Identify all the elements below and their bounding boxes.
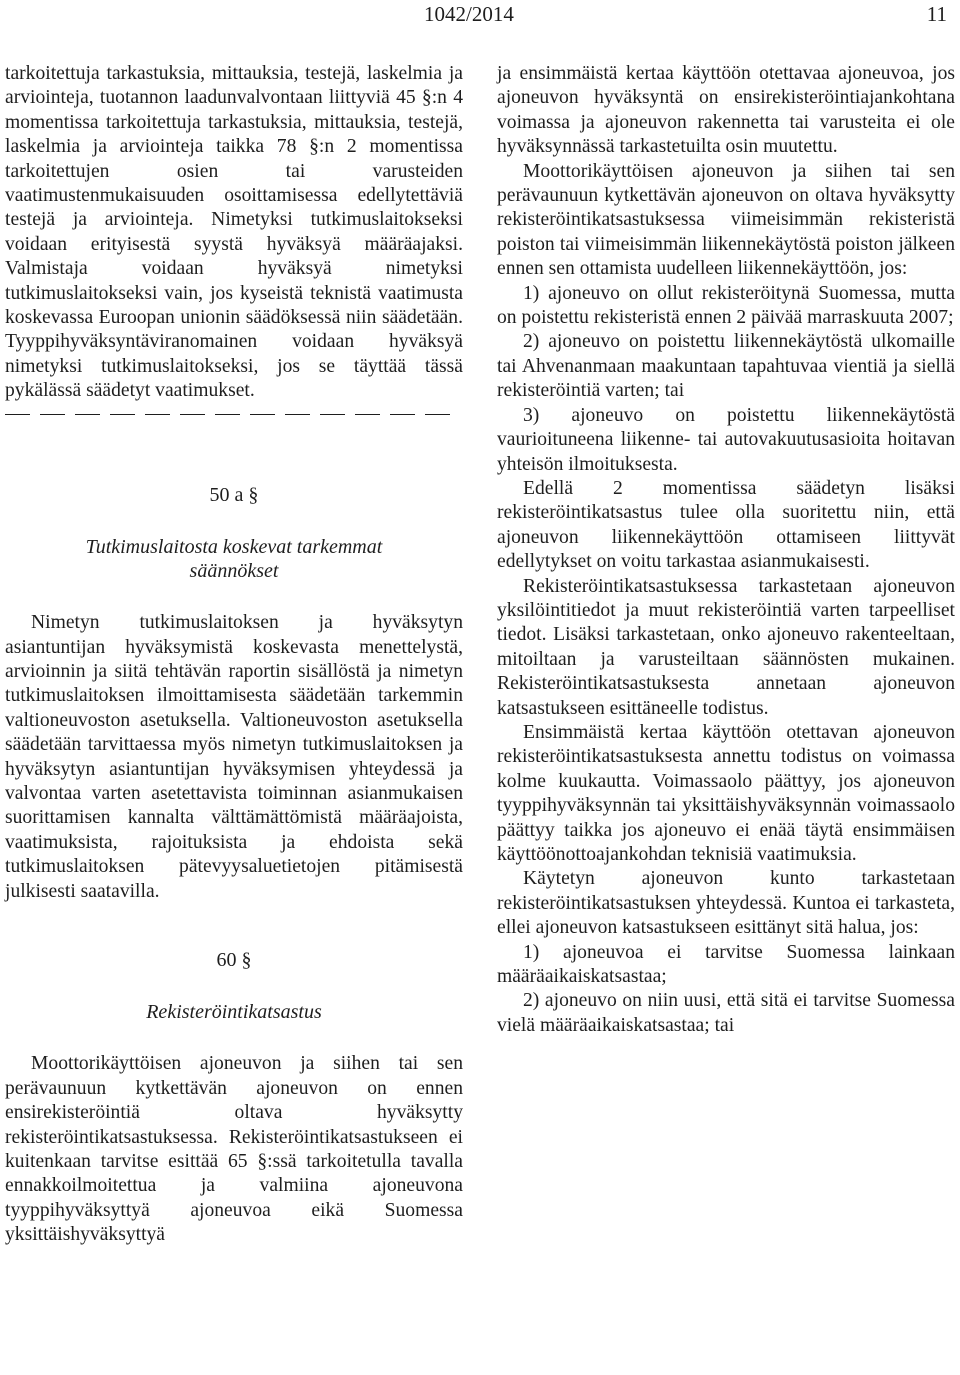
paragraph: tarkoitettuja tarkastuksia, mittauksia, testejä, laskelmia ja arviointeja, tuotannon laadunvalvontaan liittyviä 45 §:n 4 momentissa tarkoitettuja tarkastuksia, mittauksia, testejä, laskelmia ja arviointeja taikka 78 §:n 2 momentissa tarkoitettujen osien tai varusteiden vaatimustenmukaisuuden osoittamisessa edellytettäviä testejä ja arviointeja. Nimetyksi tutkimuslaitokseksi voidaan erityisestä syystä hyväksyä määräajaksi. Valmistaja voidaan hyväksyä nimetyksi tutkimuslaitokseksi vain, jos kyseistä teknistä vaatimusta koskevassa Euroopan unionin säädöksessä niin säädetään. Tyyppihyväksyntäviranomainen voidaan hyväksyä nimetyksi tutkimuslaitokseksi, jos se täyttää tässä pykälässä säädetyt vaatimukset. bbox=[5, 63, 463, 402]
list-item: 2) ajoneuvo on niin uusi, että sitä ei tarvitse Suomessa vielä määräaikaiskatsastaa; tai bbox=[497, 990, 955, 1036]
right-column bbox=[497, 62, 955, 1038]
page-header bbox=[0, 0, 960, 40]
section-number: 50 a § bbox=[209, 483, 259, 506]
section-title: Tutkimuslaitosta koskevat tarkemmat säännökset bbox=[85, 536, 383, 583]
list-item: 1) ajoneuvo on ollut rekisteröitynä Suomessa, mutta on poistettu rekisteristä ennen 2 päivää marraskuuta 2007; bbox=[497, 282, 955, 329]
dashed-separator bbox=[5, 414, 460, 415]
section-number: 60 § bbox=[216, 948, 252, 971]
paragraph: Moottorikäyttöisen ajoneuvon ja siihen tai sen perävaunuun kytkettävän ajoneuvon on oltava hyväksytty rekisteröintikatsastuksessa viimeisimmän rekisteristä poiston tai viimeisimmän liikennekäytöstä poiston jälkeen ennen sen ottamista uudelleen liikennekäyttöön, jos: bbox=[497, 160, 955, 280]
paragraph: Ensimmäistä kertaa käyttöön otettavan ajoneuvon rekisteröintikatsastuksesta annettu todistus on voimassa kolme kuukautta. Voimassaolo päättyy, jos ajoneuvon tyyppihyväksynnän tai yksittäishyväksynnän voimassaolo päättyy taikka jos ajoneuvo ei enää täytä ensimmäisen käyttöönottoajankohdan teknisiä vaatimuksia. bbox=[497, 721, 955, 865]
left-column bbox=[5, 62, 463, 1248]
document-number: 1042/2014 bbox=[424, 2, 514, 26]
paragraph: Rekisteröintikatsastuksessa tarkastetaan ajoneuvon yksilöintitiedot ja muut rekisteröintiä varten tarpeelliset tiedot. Lisäksi tarkastetaan, onko ajoneuvo rakenteeltaan, mitoiltaan ja varusteiltaan säännösten mukainen. Rekisteröintikatsastuksesta annetaan ajoneuvon katsastukseen esittäneelle todistus. bbox=[497, 575, 955, 719]
paragraph: ja ensimmäistä kertaa käyttöön otettavaa ajoneuvoa, jos ajoneuvon hyväksyntä on ensirekisteröintiajankohtana voimassa ja ajoneuvon rakennetta tai varusteita ei ole hyväksynnässä tarkastetuilta osin muutettu. bbox=[497, 63, 955, 158]
section-title: Rekisteröintikatsastus bbox=[146, 1001, 322, 1024]
list-item: 2) ajoneuvo on poistettu liikennekäytöstä ulkomaille tai Ahvenanmaan maakuntaan tapahtuvaa vientiä ja siellä rekisteröintiä varten; tai bbox=[497, 331, 955, 402]
page-number: 11 bbox=[926, 2, 947, 26]
list-item: 3) ajoneuvo on poistettu liikennekäytöstä vaurioituneena liikenne- tai autovakuutusasioita hoitavan yhteisön ilmoituksesta. bbox=[497, 404, 955, 475]
list-item: 1) ajoneuvoa ei tarvitse Suomessa lainkaan määräaikaiskatsastaa; bbox=[497, 941, 955, 988]
paragraph: Edellä 2 momentissa säädetyn lisäksi rekisteröintikatsastus tulee olla suoritettu niin, että ajoneuvon liikennekäyttöön ottamiseen liittyvät edellytykset on voitu tarkastaa asianmukaisesti. bbox=[497, 477, 955, 573]
paragraph: Nimetyn tutkimuslaitoksen ja hyväksytyn asiantuntijan hyväksymistä koskevasta menettelystä, arvioinnin ja siitä tehtävän raportin sisällöstä ja nimetyn tutkimuslaitoksen ilmoittamisesta säädetään tarkemmin valtioneuvoston asetuksella. Valtioneuvoston asetuksella säädetään tarvittaessa myös nimetyn tutkimuslaitoksen ja hyväksytyn asiantuntijan hyväksymisen yhteydessä ja valvontaa varten asetettavista toiminnan asianmukaisen suorittamisen kannalta välttämättömistä määräajoista, vaatimuksista, rajoituksista ja ehdoista sekä tutkimuslaitoksen pätevyysaluetietojen pitämisestä julkisesti saatavilla. bbox=[5, 612, 463, 902]
paragraph: Moottorikäyttöisen ajoneuvon ja siihen tai sen perävaunuun kytkettävän ajoneuvon on ennen ensirekisteröintiä oltava hyväksytty rekisteröintikatsastuksessa. Rekisteröintikatsastukseen ei kuitenkaan tarvitse esittää 65 §:ssä tarkoitetulla tavalla ennakkoilmoitettua ja valmiina ajoneuvona tyyppihyväksyttyä ajoneuvoa eikä Suomessa yksittäishyväksyttyä bbox=[5, 1053, 463, 1246]
paragraph: Käytetyn ajoneuvon kunto tarkastetaan rekisteröintikatsastuksen yhteydessä. Kuntoa ei tarkasteta, ellei ajoneuvon katsastukseen esittänyt sitä halua, jos: bbox=[497, 868, 955, 939]
